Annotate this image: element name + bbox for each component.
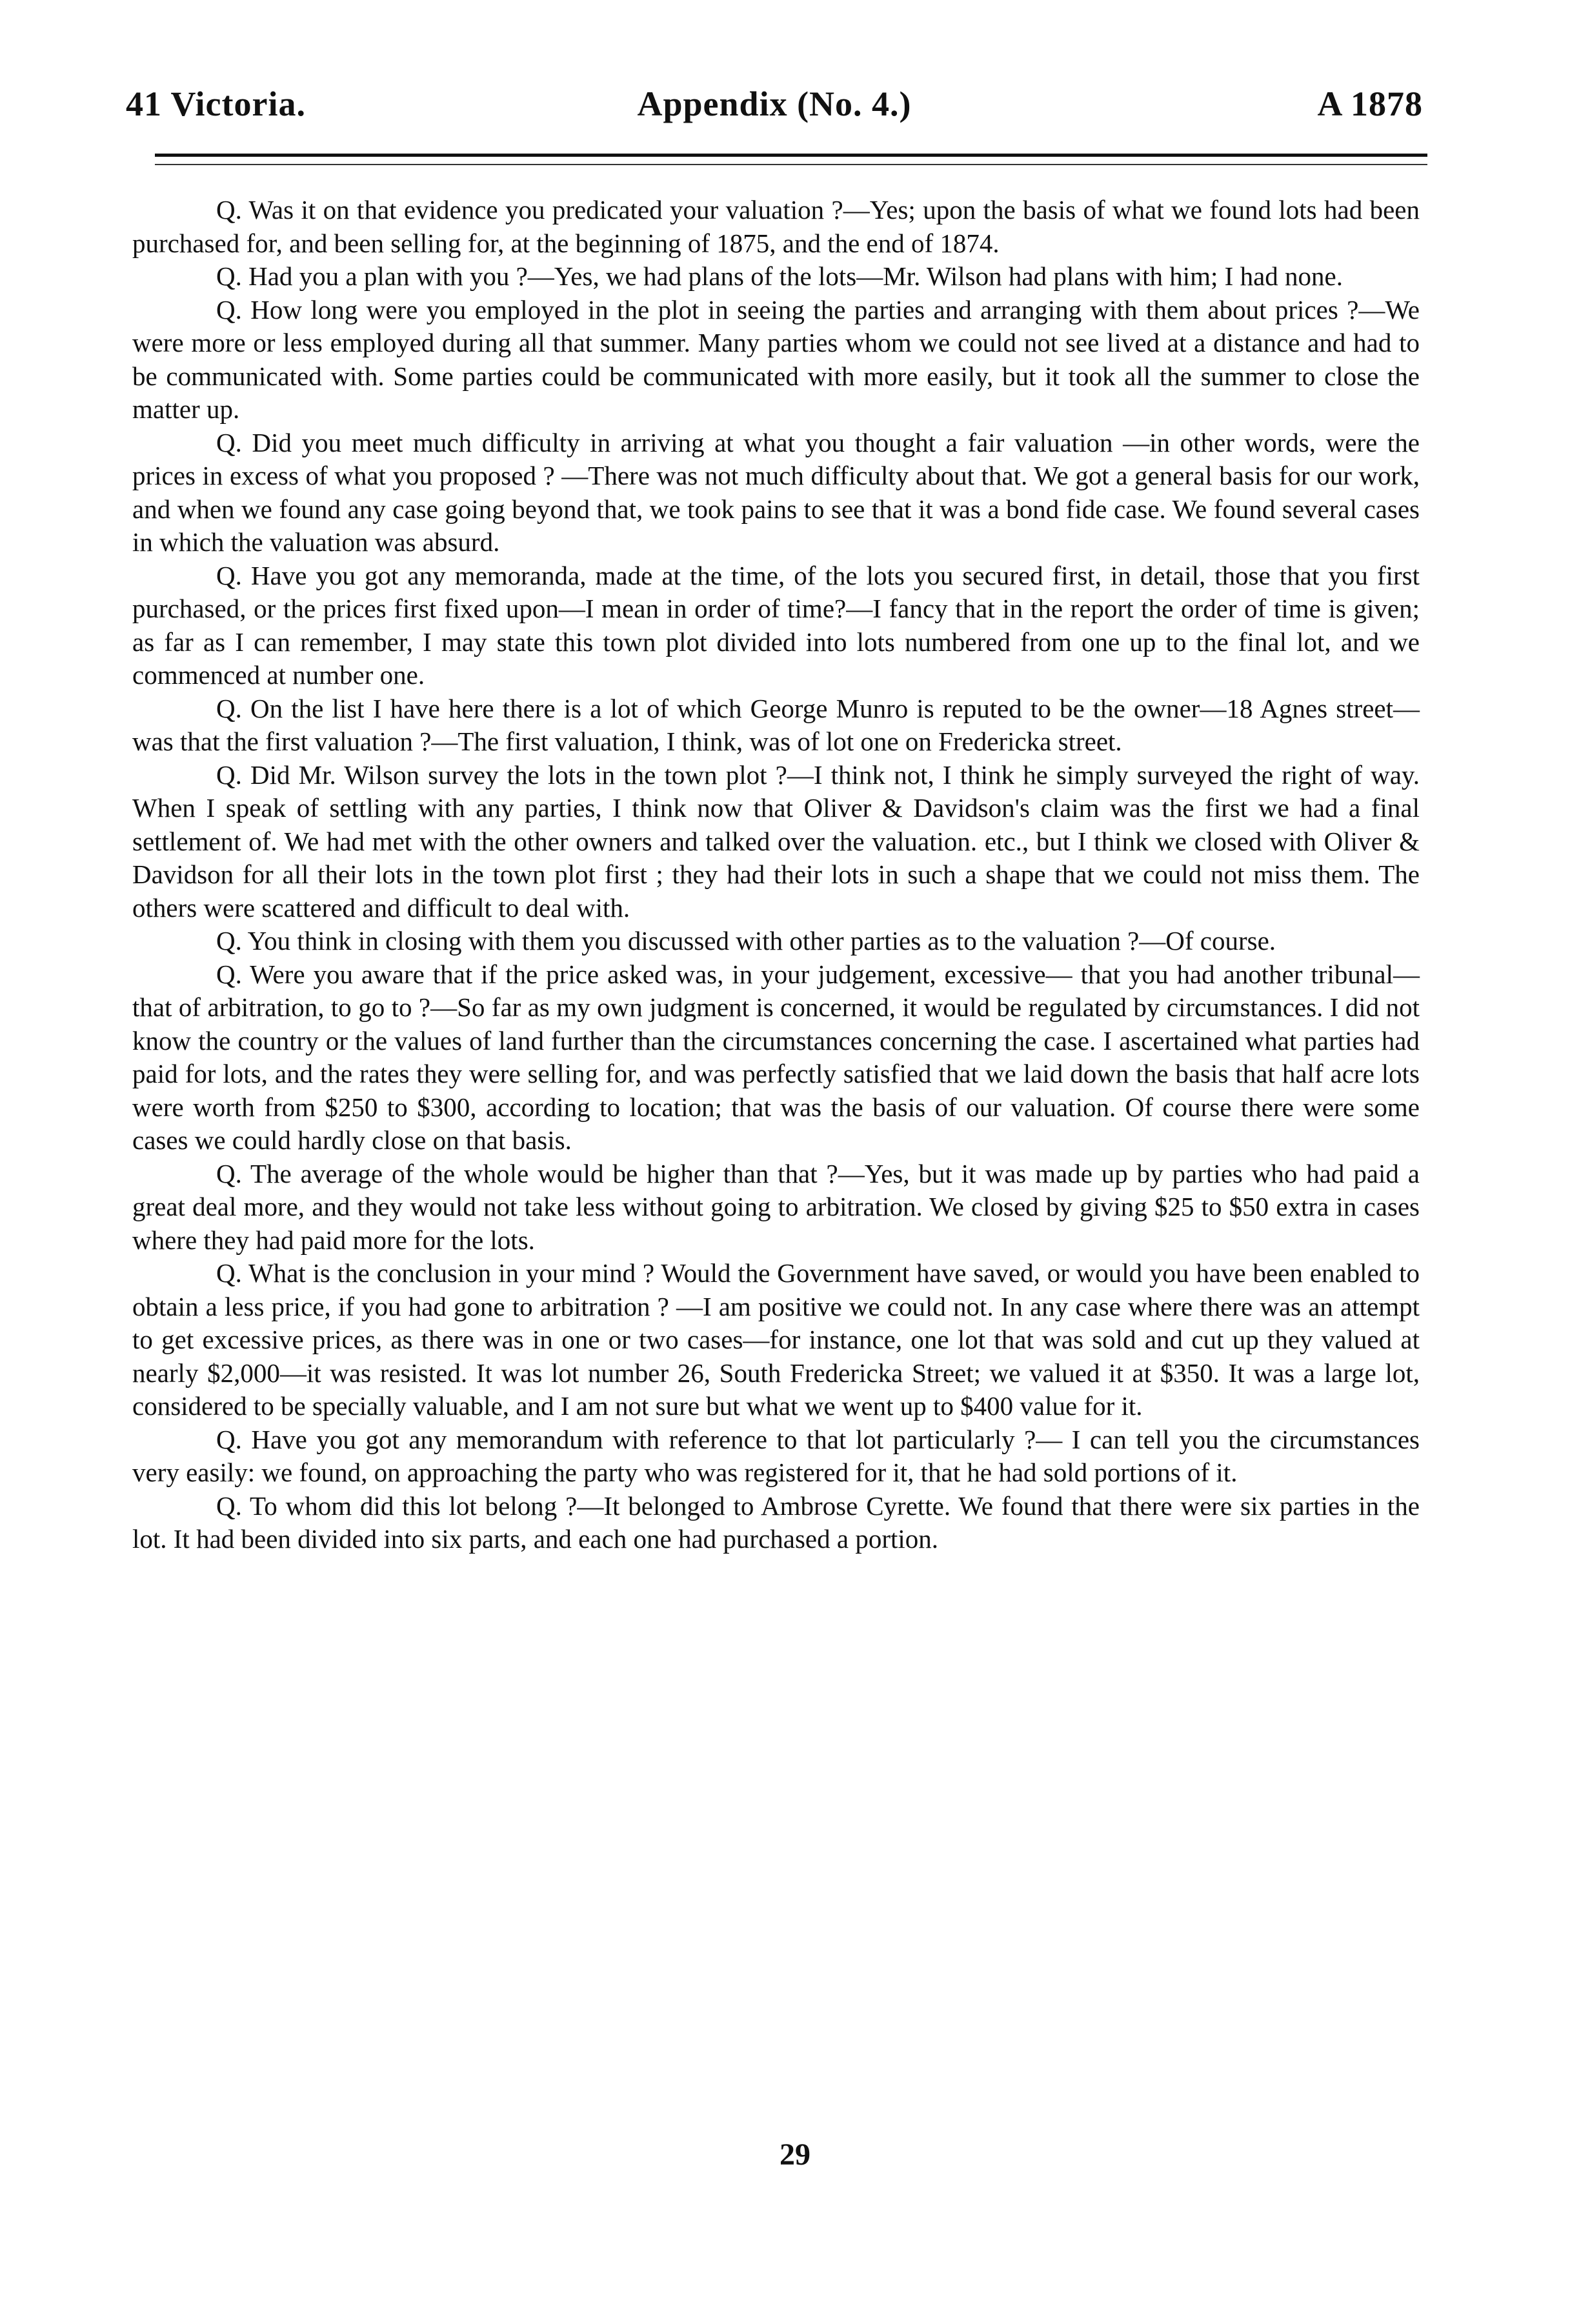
paragraph: Q. What is the conclusion in your mind ? Would the Government have saved, or would you have been enabled to obtain a less price, if you had gone to arbitration ? —I am positive we could not. In any case where there was an attempt to get excessive prices, as there was in one or two cases—for instance, one lot that was sold and cut up they valued at nearly $2,000—it was resisted. It was lot number 26, South Fredericka Street; we valued it at $350. It was a large lot, considered to be specially valuable, and I am not sure but what we went up to $400 value for it. [132,1258,1420,1421]
header-rule-thin [155,164,1427,165]
paragraph: Q. Did you meet much difficulty in arriving at what you thought a fair valuation —in other words, were the prices in excess of what you proposed ? —There was not much difficulty about that. We got a general basis for our work, and when we found any case going beyond that, we took pains to see that it was a bond fide case. We found several cases in which the valuation was absurd. [132,427,1420,557]
paragraph: Q. Have you got any memorandum with reference to that lot particularly ?— I can tell you the circumstances very easily: we found, on approaching the party who was registered for it, that he had sold portions of it. [132,1424,1420,1487]
paragraph: Q. Had you a plan with you ?—Yes, we had plans of the lots—Mr. Wilson had plans with him; I had none. [216,261,1343,291]
paragraph: Q. Was it on that evidence you predicated your valuation ?—Yes; upon the basis of what we found lots had been purchased for, and been selling for, at the beginning of 1875, and the end of 1874. [132,195,1420,258]
header-rule-thick [155,154,1427,157]
running-head [126,84,1423,135]
header-center: Appendix (No. 4.) [637,85,912,123]
paragraph: Q. Have you got any memoranda, made at the time, of the lots you secured first, in detail, those that you first purchased, or the prices first fixed upon—I mean in order of time?—I fancy that in the report the order of time is given; as far as I can remember, I may state this town plot divided into lots numbered from one up to the final lot, and we commenced at number one. [132,560,1420,690]
paragraph: Q. Were you aware that if the price asked was, in your judgement, excessive— that you had another tribunal—that of arbitration, to go to ?—So far as my own judgment is concerned, it would be regulated by circumstances. I did not know the country or the values of land further than the circumstances concerning the case. I ascertained what parties had paid for lots, and the rates they were selling for, and was perfectly satisfied that we laid down the basis that half acre lots were worth from $250 to $300, according to location; that was the basis of our valuation. Of course there were some cases we could hardly close on that basis. [132,959,1420,1155]
paragraph: Q. To whom did this lot belong ?—It belonged to Ambrose Cyrette. We found that there were six parties in the lot. It had been divided into six parts, and each one had purchased a portion. [132,1490,1420,1554]
paragraph: Q. Did Mr. Wilson survey the lots in the town plot ?—I think not, I think he simply surveyed the right of way. When I speak of settling with any parties, I think now that Oliver & Davidson's claim was the first we had a final settlement of. We had met with the other owners and talked over the valuation. etc., but I think we closed with Oliver & Davidson for all their lots in the town plot first ; they had their lots in such a shape that we could not miss them. The others were scattered and difficult to deal with. [132,759,1420,923]
paragraph: Q. How long were you employed in the plot in seeing the parties and arranging with them about prices ?—We were more or less employed during all that summer. Many parties whom we could not see lived at a distance and had to be communicated with. Some parties could be communicated with more easily, but it took all the summer to close the matter up. [132,294,1420,424]
header-left: 41 Victoria. [126,85,306,123]
paragraph: Q. The average of the whole would be higher than that ?—Yes, but it was made up by parties who had paid a great deal more, and they would not take less without going to arbitration. We closed by giving $25 to $50 extra in cases where they had paid more for the lots. [132,1158,1420,1255]
header-right: A 1878 [1317,85,1423,123]
paragraph: Q. On the list I have here there is a lot of which George Munro is reputed to be the owner—18 Agnes street—was that the first valuation ?—The first valuation, I think, was of lot one on Fredericka street. [132,693,1420,756]
page-number: 29 [780,2138,810,2172]
body-text [132,194,1420,1556]
paragraph: Q. You think in closing with them you discussed with other parties as to the valuation ?—Of course. [216,926,1276,956]
